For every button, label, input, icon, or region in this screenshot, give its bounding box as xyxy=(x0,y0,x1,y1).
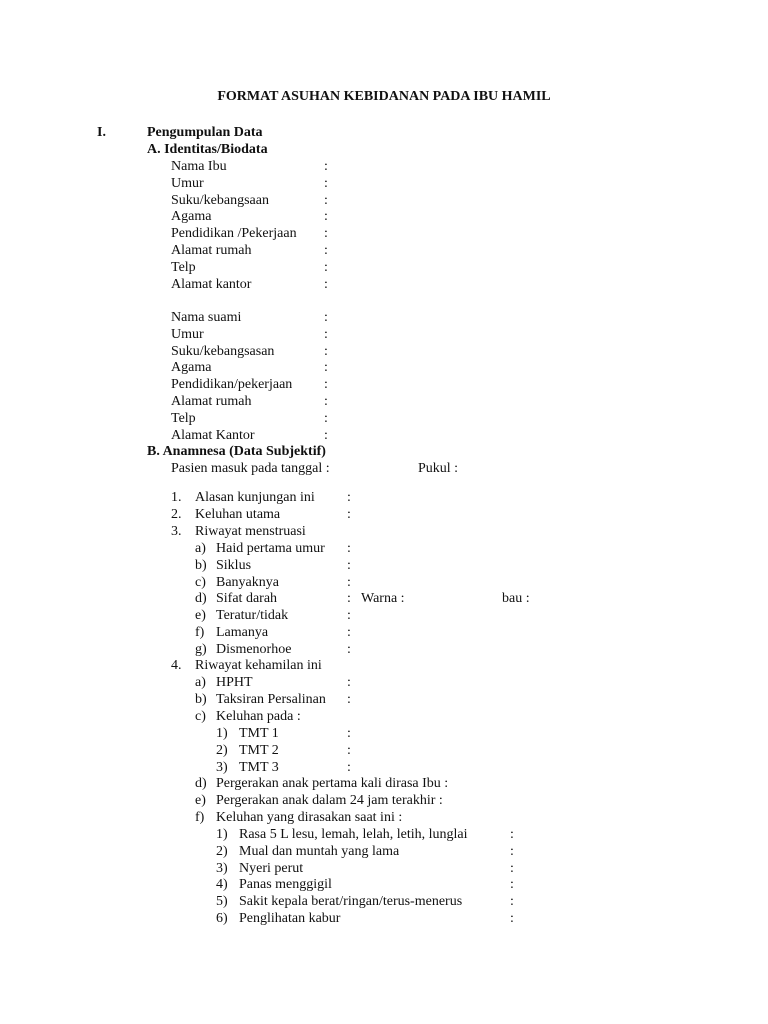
list-letter: c) xyxy=(195,708,206,724)
list-number: 4. xyxy=(171,658,182,673)
field-colon: : xyxy=(510,894,514,910)
list-item-label: Riwayat menstruasi xyxy=(195,523,306,539)
field-colon: : xyxy=(324,259,328,275)
list-number: 1. xyxy=(171,490,182,505)
list-item-label: Panas menggigil xyxy=(239,877,332,893)
list-subnumber: 1) xyxy=(216,827,228,842)
list-item-label: Penglihatan kabur xyxy=(239,911,341,926)
list-item-label: Haid pertama umur xyxy=(216,541,325,556)
field-colon: : xyxy=(324,410,328,426)
field-colon: : xyxy=(347,490,351,505)
list-letter: a) xyxy=(195,541,206,556)
field-label-suami: Alamat Kantor xyxy=(171,427,255,443)
field-colon: : xyxy=(347,557,351,573)
field-colon: : xyxy=(324,310,328,325)
list-subnumber: 3) xyxy=(216,860,228,876)
list-letter: c) xyxy=(195,574,206,590)
field-colon: : xyxy=(510,860,514,876)
list-item-label: Rasa 5 L lesu, lemah, lelah, letih, lunglai xyxy=(239,827,468,842)
field-label-ibu: Nama Ibu xyxy=(171,159,227,174)
document-title: FORMAT ASUHAN KEBIDANAN PADA IBU HAMIL xyxy=(217,89,551,104)
list-subnumber: 2) xyxy=(216,843,228,859)
field-label-ibu: Alamat rumah xyxy=(171,243,252,258)
field-colon: : xyxy=(347,726,351,741)
field-colon: : xyxy=(347,691,351,707)
list-item-label: Teratur/tidak xyxy=(216,608,289,624)
list-subnumber: 4) xyxy=(216,877,228,893)
list-subnumber: 5) xyxy=(216,894,228,910)
field-colon: : xyxy=(347,742,351,758)
field-label-bau: bau : xyxy=(502,591,530,607)
field-colon: : xyxy=(324,209,328,225)
list-subnumber: 6) xyxy=(216,911,228,926)
list-number: 3. xyxy=(171,523,182,539)
field-label-suami: Agama xyxy=(171,360,212,376)
list-letter: f) xyxy=(195,809,205,825)
list-item-label: Sakit kepala berat/ringan/terus-menerus xyxy=(239,894,463,910)
list-item-label: Banyaknya xyxy=(216,574,279,590)
list-item-label: Nyeri perut xyxy=(239,860,304,876)
list-item-label: Keluhan yang dirasakan saat ini : xyxy=(216,809,403,825)
list-letter: e) xyxy=(195,792,206,808)
field-label-pukul: Pukul : xyxy=(418,461,459,476)
field-colon: : xyxy=(347,641,351,657)
field-colon: : xyxy=(347,506,351,522)
field-label-warna: Warna : xyxy=(361,591,405,607)
field-colon: : xyxy=(347,541,351,556)
list-subnumber: 3) xyxy=(216,759,228,775)
field-colon: : xyxy=(510,827,514,842)
field-colon: : xyxy=(347,608,351,624)
field-colon: : xyxy=(324,343,328,359)
list-item-label: Pergerakan anak dalam 24 jam terakhir : xyxy=(216,792,443,808)
list-letter: e) xyxy=(195,608,206,624)
list-subnumber: 1) xyxy=(216,726,228,741)
field-colon: : xyxy=(347,675,351,690)
field-label-pasien: Pasien masuk pada tanggal : xyxy=(171,461,330,476)
field-label-ibu: Agama xyxy=(171,209,212,225)
field-colon: : xyxy=(347,591,351,607)
list-letter: a) xyxy=(195,675,206,690)
list-letter: b) xyxy=(195,557,207,573)
field-colon: : xyxy=(324,276,328,292)
field-colon: : xyxy=(510,877,514,893)
section-heading: Pengumpulan Data xyxy=(147,125,263,140)
list-item-label: TMT 1 xyxy=(239,726,279,741)
list-number: 2. xyxy=(171,506,182,522)
list-item-label: Mual dan muntah yang lama xyxy=(239,843,400,859)
list-item-label: Riwayat kehamilan ini xyxy=(195,658,322,673)
list-letter: d) xyxy=(195,776,207,791)
subsection-heading: A. Identitas/Biodata xyxy=(147,142,268,157)
list-item-label: Keluhan pada : xyxy=(216,708,301,724)
field-colon: : xyxy=(324,192,328,208)
list-item-label: Keluhan utama xyxy=(195,506,281,522)
list-letter: g) xyxy=(195,641,207,657)
list-item-label: TMT 2 xyxy=(239,742,279,758)
list-item-label: Alasan kunjungan ini xyxy=(195,490,315,505)
field-label-suami: Umur xyxy=(171,326,204,342)
list-subnumber: 2) xyxy=(216,742,228,758)
field-label-ibu: Suku/kebangsaan xyxy=(171,192,269,208)
field-colon: : xyxy=(324,326,328,342)
list-letter: b) xyxy=(195,691,207,707)
field-label-suami: Nama suami xyxy=(171,310,242,325)
list-letter: f) xyxy=(195,625,205,640)
field-label-ibu: Umur xyxy=(171,175,204,191)
field-label-suami: Telp xyxy=(171,410,196,426)
field-label-ibu: Alamat kantor xyxy=(171,276,252,292)
list-item-label: Siklus xyxy=(216,557,252,573)
field-colon: : xyxy=(347,574,351,590)
list-item-label: Taksiran Persalinan xyxy=(216,691,326,707)
list-letter: d) xyxy=(195,591,207,607)
field-colon: : xyxy=(510,911,514,926)
list-item-label: HPHT xyxy=(216,675,253,690)
list-item-label: Lamanya xyxy=(216,625,269,640)
field-colon: : xyxy=(324,377,328,393)
field-label-suami: Suku/kebangsasan xyxy=(171,343,275,359)
field-colon: : xyxy=(324,243,328,258)
subsection-heading: B. Anamnesa (Data Subjektif) xyxy=(147,444,326,459)
field-colon: : xyxy=(510,843,514,859)
list-item-label: Dismenorhoe xyxy=(216,641,292,657)
field-colon: : xyxy=(347,625,351,640)
list-item-label: Sifat darah xyxy=(216,591,278,607)
field-label-ibu: Pendidikan /Pekerjaan xyxy=(171,226,297,242)
field-label-suami: Alamat rumah xyxy=(171,394,252,409)
field-label-suami: Pendidikan/pekerjaan xyxy=(171,377,293,393)
field-colon: : xyxy=(324,360,328,376)
field-colon: : xyxy=(324,427,328,443)
field-colon: : xyxy=(324,226,328,242)
list-item-label: TMT 3 xyxy=(239,759,279,775)
field-label-ibu: Telp xyxy=(171,259,196,275)
field-colon: : xyxy=(324,159,328,174)
section-numeral: I. xyxy=(97,125,106,140)
field-colon: : xyxy=(324,394,328,409)
field-colon: : xyxy=(324,175,328,191)
list-item-label: Pergerakan anak pertama kali dirasa Ibu : xyxy=(216,776,449,791)
field-colon: : xyxy=(347,759,351,775)
